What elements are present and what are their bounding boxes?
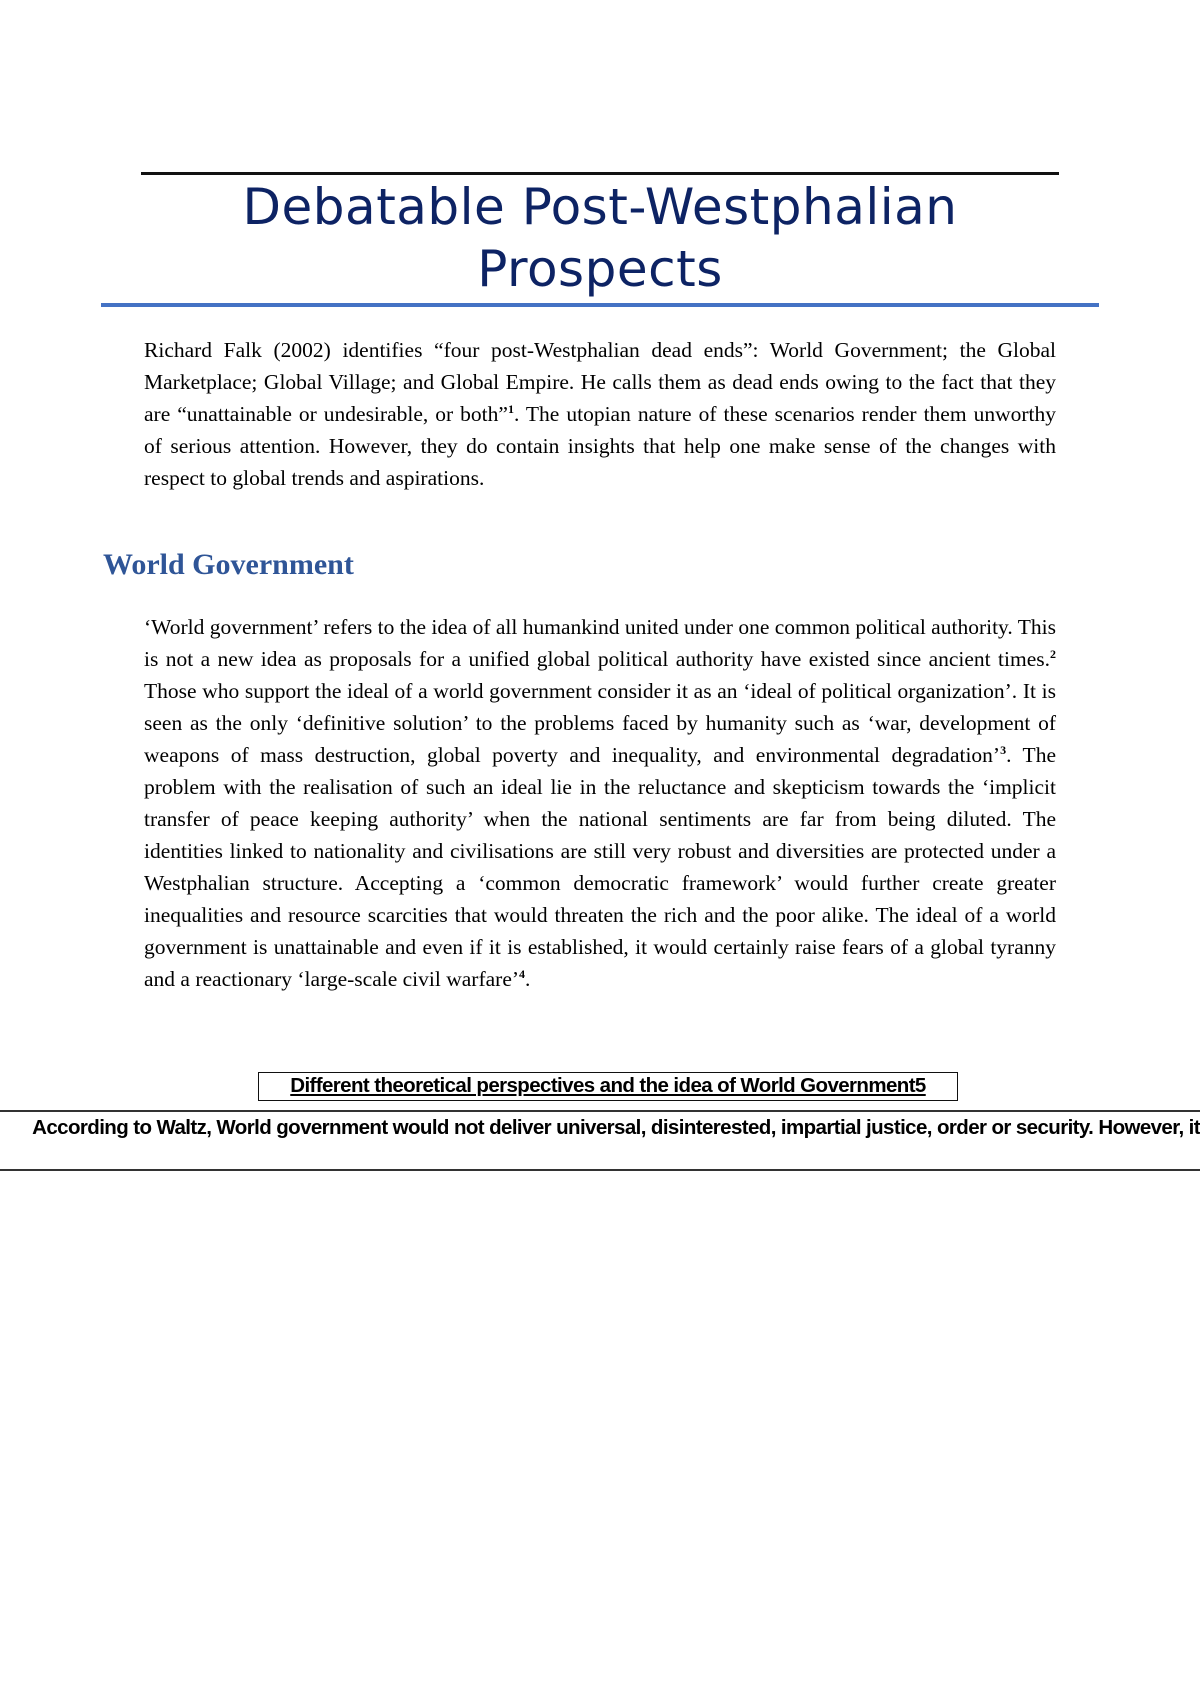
table-row-bottom-border bbox=[0, 1169, 1200, 1171]
footnote-ref-2[interactable]: 2 bbox=[1050, 646, 1056, 661]
wg-text-4: . bbox=[525, 967, 531, 991]
footnote-ref-3[interactable]: 3 bbox=[1000, 742, 1007, 757]
section-heading-world-government: World Government bbox=[103, 548, 354, 581]
page-title-line-2: Prospects bbox=[477, 240, 723, 298]
table-row: According to Waltz, World government would not deliver universal, disinterested, impartial justice, order or security. However, it bbox=[32, 1116, 1200, 1139]
intro-text-2: . The utopian nature of these scenarios render them unworthy of serious attention. However, they do contain insights that help one make sense of the changes with respect to global trends and aspirations. bbox=[144, 402, 1056, 490]
page-title-line-1: Debatable Post-Westphalian bbox=[242, 178, 958, 236]
wg-text-2: Those who support the ideal of a world government consider it as an ‘ideal of political organization’. It is seen as the only ‘definitive solution’ to the problems faced by humanity such as ‘war, development of weapons of mass destruction, global poverty and inequality, and environmental degradation’ bbox=[144, 679, 1056, 767]
page-title bbox=[100, 176, 1100, 300]
title-underline-rule bbox=[101, 303, 1099, 307]
intro-paragraph bbox=[144, 334, 1056, 494]
table-caption: Different theoretical perspectives and the idea of World Government5 bbox=[258, 1072, 958, 1101]
footnote-ref-4[interactable]: 4 bbox=[519, 966, 526, 981]
wg-text-3: . The problem with the realisation of such an ideal lie in the reluctance and skepticism towards the ‘implicit transfer of peace keeping authority’ when the national sentiments are far from being diluted. The identities linked to nationality and civilisations are still very robust and diversities are protected under a Westphalian structure. Accepting a ‘common democratic framework’ would further create greater inequalities and resource scarcities that would threaten the rich and the poor alike. The ideal of a world government is unattainable and even if it is established, it would certainly raise fears of a global tyranny and a reactionary ‘large-scale civil warfare’ bbox=[144, 743, 1056, 991]
intro-text-1: Richard Falk (2002) identifies “four post-Westphalian dead ends”: World Government; the Global Marketplace; Global Village; and Global Empire. He calls them as dead ends owing to the fact that they are “unattainable or undesirable, or both” bbox=[144, 338, 1056, 426]
world-government-paragraph bbox=[144, 611, 1056, 995]
table-row-top-border bbox=[0, 1110, 1200, 1112]
top-rule bbox=[141, 172, 1059, 175]
footnote-ref-1[interactable]: 1 bbox=[507, 401, 514, 416]
wg-text-1: ‘World government’ refers to the idea of all humankind united under one common political authority. This is not a new idea as proposals for a unified global political authority have existed since ancient times. bbox=[144, 615, 1056, 671]
